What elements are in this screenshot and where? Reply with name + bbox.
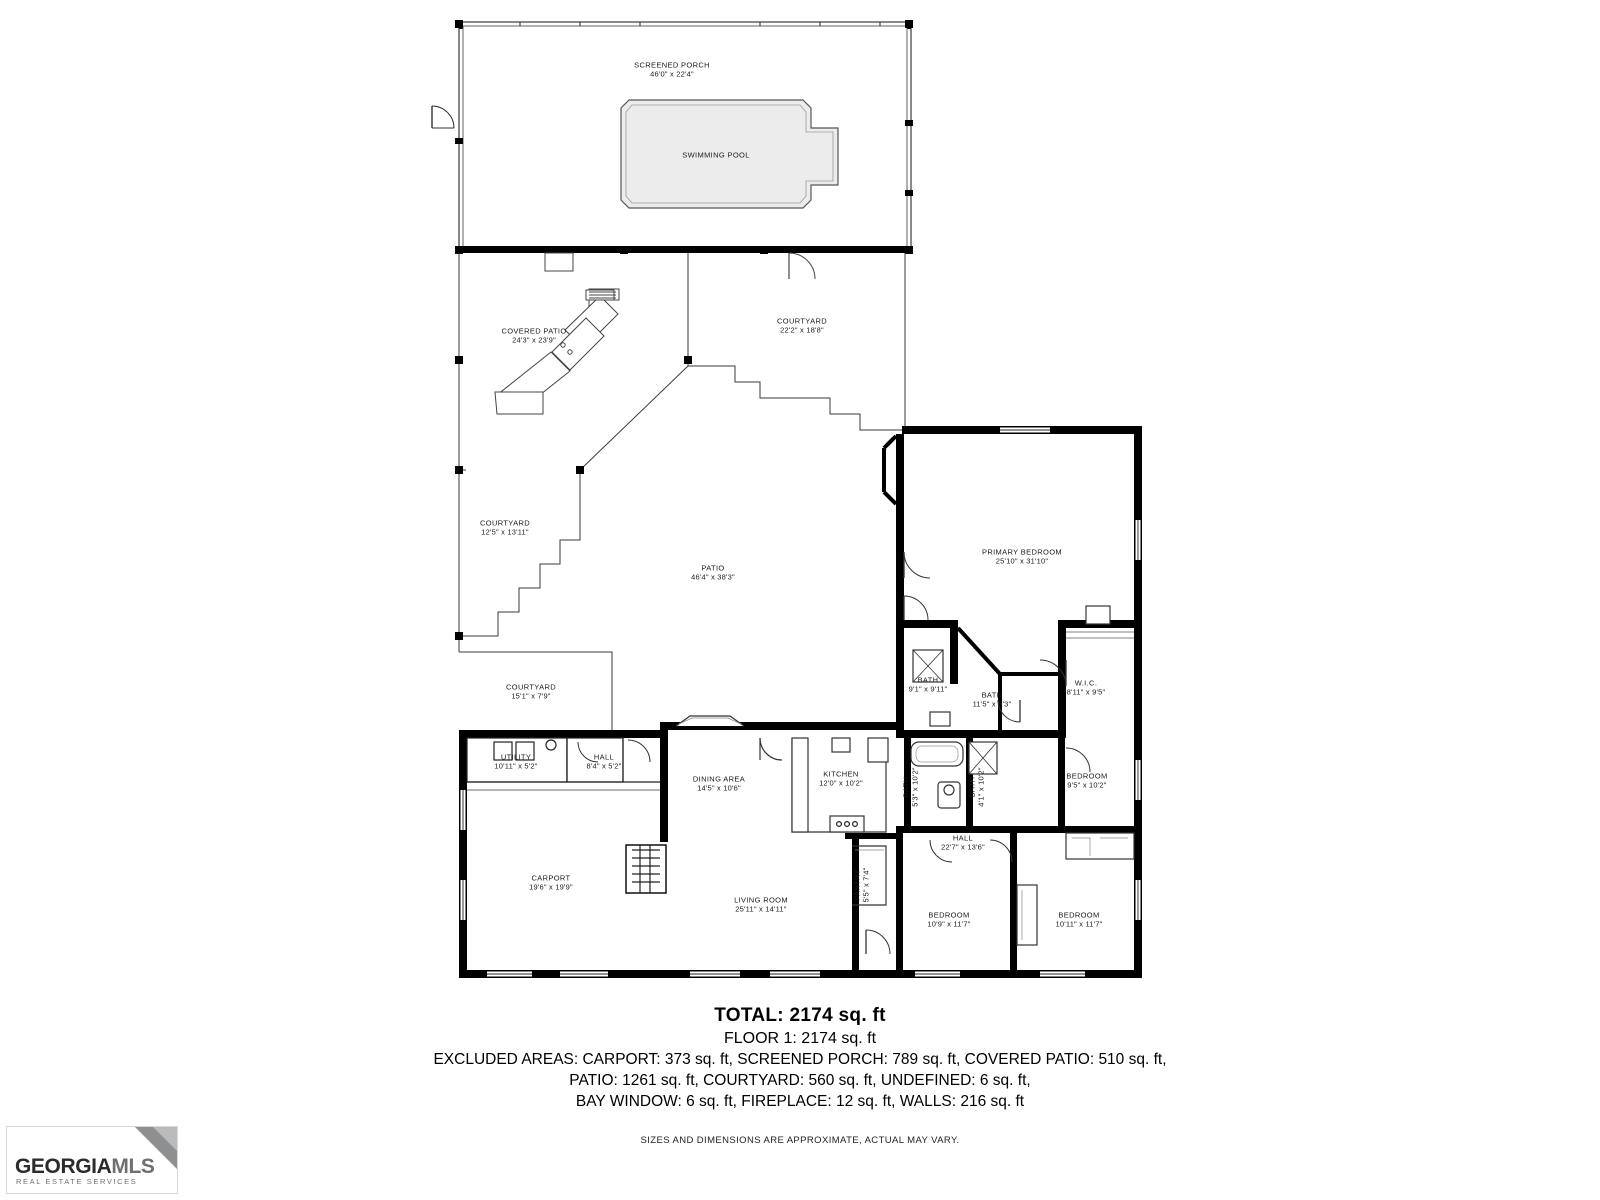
room-name: COURTYARD: [777, 316, 827, 326]
room-dimensions: 5'5" x 7'4": [862, 867, 871, 903]
logo-tagline: REAL ESTATE SERVICES: [16, 1177, 138, 1186]
room-name: CARPORT: [531, 873, 571, 883]
room-dimensions: 22'7" x 13'6": [941, 843, 985, 852]
disclaimer-text: SIZES AND DIMENSIONS ARE APPROXIMATE, ACTUAL MAY VARY.: [640, 1134, 960, 1146]
room-name: PANTRY: [852, 869, 862, 901]
room-name: COURTYARD: [506, 682, 556, 692]
room-name: LIVING ROOM: [734, 895, 788, 905]
room-dimensions: 12'5" x 13'11": [481, 528, 529, 537]
room-dimensions: 10'11" x 5'2": [494, 762, 538, 771]
room-name: UTILITY: [500, 752, 532, 762]
excluded-areas-line-3: BAY WINDOW: 6 sq. ft, FIREPLACE: 12 sq. ft, WALLS: 216 sq. ft: [575, 1092, 1025, 1110]
swimming-pool-shape: [621, 100, 838, 208]
room-name: COVERED PATIO: [501, 326, 567, 336]
room-dimensions: 22'2" x 18'8": [780, 326, 824, 335]
room-dimensions: 8'4" x 5'2": [586, 762, 622, 771]
outdoor-kitchen-counter: [495, 289, 619, 414]
excluded-areas-line-2: PATIO: 1261 sq. ft, COURTYARD: 560 sq. ft, UNDEFINED: 6 sq. ft,: [569, 1071, 1031, 1089]
excluded-areas-line-1: EXCLUDED AREAS: CARPORT: 373 sq. ft, SCREENED PORCH: 789 sq. ft, COVERED PATIO: 510 sq. ft,: [433, 1051, 1167, 1068]
logo-brand-secondary: MLS: [111, 1155, 155, 1178]
room-name: BATH: [967, 776, 977, 798]
room-name: SCREENED PORCH: [634, 60, 710, 70]
room-name: PRIMARY BEDROOM: [982, 547, 1062, 557]
room-dimensions: 46'4" x 38'3": [691, 573, 735, 582]
georgia-mls-logo: [6, 1126, 178, 1194]
room-dimensions: 12'0" x 10'2": [819, 779, 863, 788]
area-summary: [0, 1005, 1600, 1146]
room-name: BATH: [917, 675, 939, 685]
room-dimensions: 25'10" x 31'10": [995, 557, 1049, 566]
room-dimensions: 11'5" x 5'3": [972, 700, 1012, 709]
room-name: BEDROOM: [1066, 771, 1108, 781]
room-dimensions: 10'9" x 11'7": [927, 920, 971, 929]
house-interior-lines: [467, 436, 1134, 945]
room-dimensions: 9'1" x 9'11": [908, 685, 948, 694]
room-name: BEDROOM: [1058, 910, 1100, 920]
house-walls: [459, 426, 1142, 978]
room-name: BATH: [901, 776, 911, 798]
room-name: PATIO: [701, 563, 725, 573]
floor-area: FLOOR 1: 2174 sq. ft: [723, 1030, 877, 1047]
room-dimensions: 8'11" x 9'5": [1066, 688, 1106, 697]
room-name: W.I.C.: [1074, 678, 1098, 688]
room-name: HALL: [952, 833, 974, 843]
room-dimensions: 10'11" x 11'7": [1055, 920, 1103, 929]
courtyard-and-patio-outline: [459, 253, 905, 736]
room-dimensions: 4'1" x 10'2": [977, 767, 986, 807]
logo-brand-primary: GEORGIA: [15, 1155, 112, 1178]
room-dimensions: 15'1" x 7'9": [511, 692, 551, 701]
room-dimensions: 9'5" x 10'2": [1067, 781, 1107, 790]
room-name: KITCHEN: [823, 769, 859, 779]
room-dimensions: 14'5" x 10'6": [697, 784, 741, 793]
room-name: BATH: [981, 690, 1003, 700]
room-name: BEDROOM: [928, 910, 970, 920]
logo-triangle-inner-icon: [153, 1127, 177, 1151]
room-dimensions: 25'11" x 14'11": [735, 905, 787, 914]
room-name: DINING AREA: [692, 774, 746, 784]
room-dimensions: 24'3" x 23'9": [512, 336, 556, 345]
total-area: TOTAL: 2174 sq. ft: [714, 1005, 886, 1026]
room-dimensions: 46'0" x 22'4": [650, 70, 694, 79]
room-dimensions: 5'3" x 10'2": [911, 767, 920, 807]
room-name: COURTYARD: [480, 518, 530, 528]
room-dimensions: 19'6" x 19'9": [529, 883, 573, 892]
logo-brand: [15, 1155, 155, 1179]
room-name: SWIMMING POOL: [682, 150, 750, 160]
room-name: HALL: [593, 752, 615, 762]
